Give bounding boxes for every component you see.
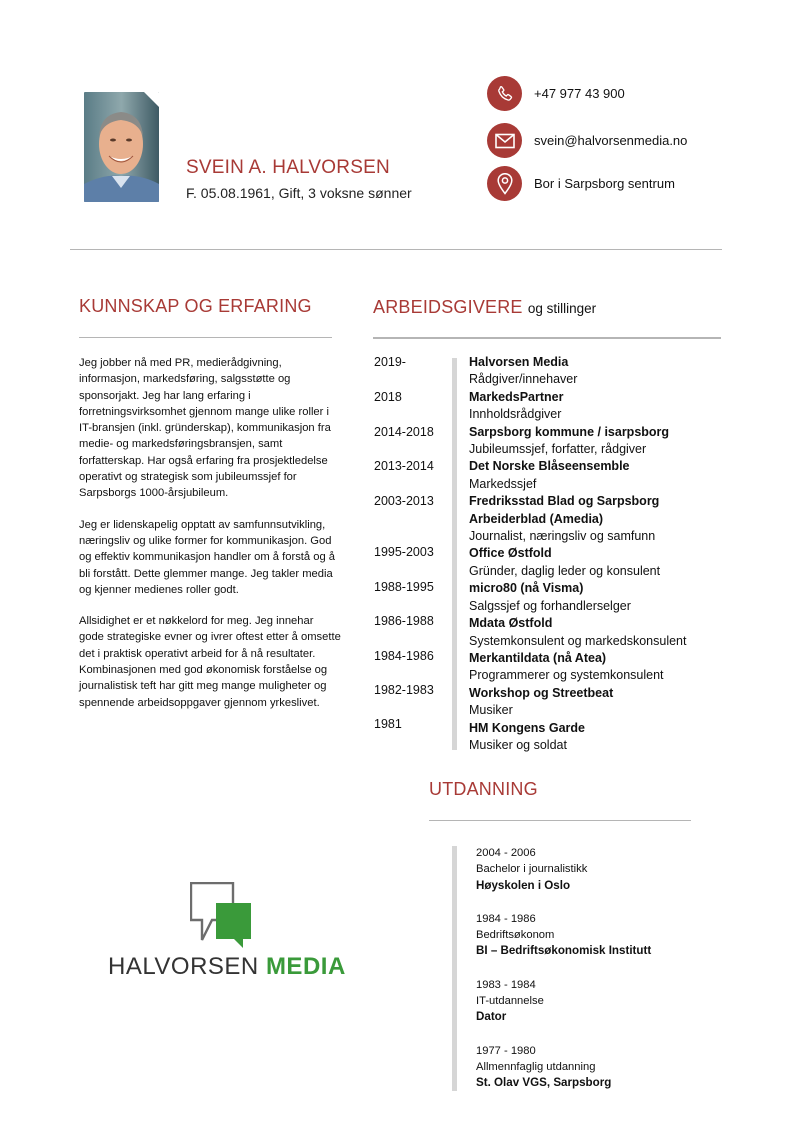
education-degree: Allmennfaglig utdanning: [476, 1060, 596, 1073]
education-entry: [476, 1043, 706, 1092]
job-years: 2014-2018: [374, 425, 434, 439]
skills-paragraph: Jeg jobber nå med PR, medierådgivning, informasjon, markedsføring, salgsstøtte og sponsorjakt. Jeg har lang erfaring i forretningsvirksomhet gjennom mange ulike roller i IT-bransjen (inkl. gründerskap), kommunikasjon fra medie- og markedsføringsbransjen, samt forfatterskap. Har også erfaring fra prosjektledelse operativt og strategisk som jubileumssjef for Sarpsborgs 1000-årsjubileum.: [79, 357, 331, 500]
job-company: Mdata Østfold: [469, 616, 553, 631]
job-company: Det Norske Blåseensemble: [469, 459, 630, 474]
job-years: 1984-1986: [374, 649, 434, 663]
job-years: 2003-2013: [374, 494, 434, 508]
job-years: 1986-1988: [374, 614, 434, 628]
job-company: Office Østfold: [469, 546, 552, 561]
education-institution: Dator: [476, 1010, 507, 1024]
job-company: Fredriksstad Blad og Sarpsborg Arbeiderblad (Amedia): [469, 494, 660, 526]
mail-icon: [487, 123, 522, 158]
job-years: 2019-: [374, 355, 406, 369]
contact-location: [487, 166, 675, 201]
portrait-photo: [84, 92, 159, 202]
job-role: Jubileumssjef, forfatter, rådgiver: [469, 442, 647, 457]
education-entry: [476, 845, 706, 894]
education-entry: [476, 911, 706, 960]
job-role: Musiker: [469, 703, 513, 718]
employers-title: ARBEIDSGIVERE: [373, 297, 523, 317]
job-company: MarkedsPartner: [469, 389, 564, 404]
job-entry: [469, 389, 739, 424]
contact-phone: [487, 76, 625, 111]
job-company: Merkantildata (nå Atea): [469, 650, 607, 665]
job-entry: [469, 493, 739, 545]
employers-list: [469, 354, 739, 754]
job-entry: [469, 458, 739, 493]
contact-email: [487, 123, 687, 158]
education-institution: St. Olav VGS, Sarpsborg: [476, 1076, 612, 1090]
employers-title-suffix: og stillinger: [527, 301, 597, 316]
job-entry: [469, 545, 739, 580]
education-institution: Høyskolen i Oslo: [476, 878, 571, 892]
job-role: Programmerer og systemkonsulent: [469, 668, 664, 683]
job-entry: [469, 354, 739, 389]
job-years: 1981: [374, 717, 402, 731]
phone-number[interactable]: +47 977 43 900: [534, 86, 625, 101]
location-text: Bor i Sarpsborg sentrum: [534, 176, 675, 191]
skills-heading: KUNNSKAP OG ERFARING: [79, 296, 312, 316]
education-entry: [476, 977, 706, 1026]
job-company: micro80 (nå Visma): [469, 581, 584, 596]
header-divider: [70, 249, 722, 250]
person-details: F. 05.08.1961, Gift, 3 voksne sønner: [186, 185, 412, 201]
logo-word-media: MEDIA: [265, 953, 346, 980]
company-logo-text: [108, 953, 346, 981]
job-entry: [469, 650, 739, 685]
job-entry: [469, 424, 739, 459]
education-divider: [429, 820, 691, 821]
job-years: 2013-2014: [374, 459, 434, 473]
job-years: 1982-1983: [374, 683, 434, 697]
education-timeline-bar: [452, 846, 457, 1091]
job-entry: [469, 720, 739, 755]
skills-paragraph: Allsidighet er et nøkkelord for meg. Jeg innehar gode strategiske evner og ivrer oftest etter å omsette det i praktisk operativt arbeid for å nå resultater. Kombinasjonen med god økonomisk forståelse og journalistisk teft har gitt meg mange muligheter og spennende arbeidsoppgaver gjennom yrkeslivet.: [79, 615, 341, 709]
employers-heading: [373, 297, 596, 318]
education-years: 1977 - 1980: [476, 1044, 536, 1057]
education-degree: Bachelor i journalistikk: [476, 863, 588, 876]
education-years: 2004 - 2006: [476, 847, 536, 859]
logo-word-halvorsen: HALVORSEN: [108, 953, 259, 980]
job-role: Journalist, næringsliv og samfunn: [469, 529, 656, 544]
location-pin-icon: [487, 166, 522, 201]
employers-timeline-bar: [452, 358, 457, 750]
job-company: Workshop og Streetbeat: [469, 685, 614, 700]
person-name: SVEIN A. HALVORSEN: [186, 157, 390, 178]
job-role: Innholdsrådgiver: [469, 407, 562, 422]
education-years: 1984 - 1986: [476, 912, 536, 925]
education-degree: Bedriftsøkonom: [476, 929, 555, 942]
job-role: Systemkonsulent og markedskonsulent: [469, 633, 687, 648]
job-role: Salgssjef og forhandlerselger: [469, 598, 631, 613]
job-entry: [469, 615, 739, 650]
job-entry: [469, 580, 739, 615]
job-role: Musiker og soldat: [469, 737, 567, 752]
job-role: Gründer, daglig leder og konsulent: [469, 563, 661, 578]
skills-paragraph: Jeg er lidenskapelig opptatt av samfunnsutvikling, næringsliv og ulike former for kommunikasjon. God og effektiv kommunikasjon handler om å forstå og å bli forstått. Dette glemmer mange. Jeg takler media og kjenner medienes roller godt.: [79, 518, 336, 596]
job-company: HM Kongens Garde: [469, 720, 585, 735]
employers-divider: [373, 337, 721, 339]
phone-icon: [487, 76, 522, 111]
education-heading: UTDANNING: [429, 779, 538, 799]
education-degree: IT-utdannelse: [476, 995, 544, 1008]
job-years: 2018: [374, 390, 402, 404]
speech-bubbles-icon: [190, 882, 252, 957]
job-role: Markedssjef: [469, 476, 537, 491]
job-years: 1995-2003: [374, 545, 434, 559]
skills-divider: [79, 337, 332, 338]
education-list: [476, 845, 706, 1109]
education-institution: BI – Bedriftsøkonomisk Institutt: [476, 944, 652, 958]
email-address[interactable]: svein@halvorsenmedia.no: [534, 133, 688, 148]
job-company: Sarpsborg kommune / isarpsborg: [469, 424, 670, 439]
job-role: Rådgiver/innehaver: [469, 372, 578, 387]
skills-text: [79, 355, 341, 726]
education-years: 1983 - 1984: [476, 978, 536, 991]
job-entry: [469, 685, 739, 720]
job-company: Halvorsen Media: [469, 355, 569, 369]
job-years: 1988-1995: [374, 580, 434, 594]
